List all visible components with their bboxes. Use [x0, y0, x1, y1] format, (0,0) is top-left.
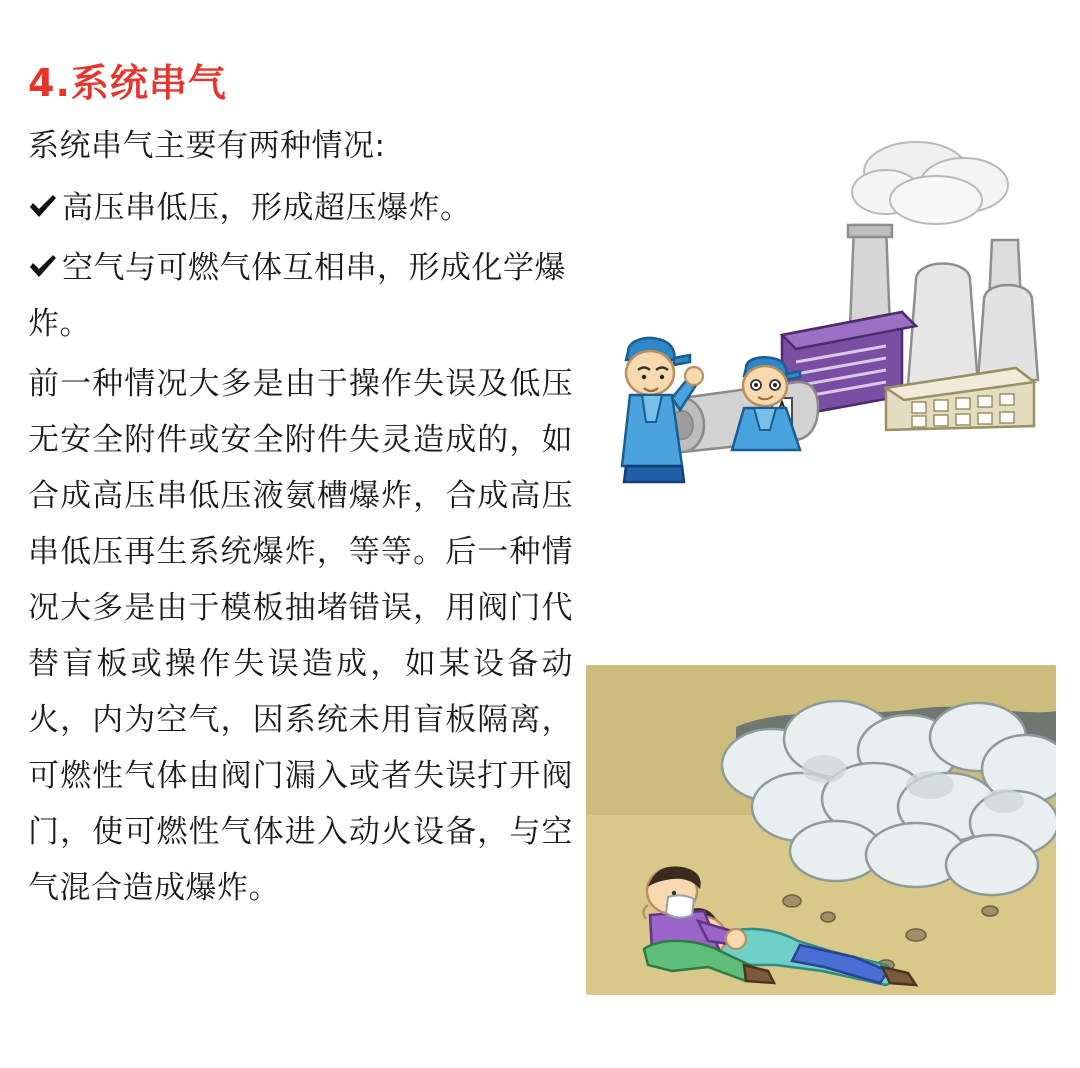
- bullet-item: [28, 180, 573, 236]
- page-title: 4.系统串气: [28, 61, 227, 105]
- intro-paragraph: 系统串气主要有两种情况:: [28, 128, 386, 164]
- bullet-text: 高压串低压，形成超压爆炸。: [62, 190, 472, 226]
- article-text: [28, 118, 573, 922]
- bullet-text: 空气与可燃气体互相串，形成化学爆炸。: [28, 250, 566, 342]
- check-icon: [28, 254, 62, 280]
- factory-workers-illustration: [586, 130, 1056, 490]
- check-icon: [28, 194, 62, 220]
- gas-leak-rescue-illustration: [586, 665, 1056, 995]
- smoke-cloud: [852, 142, 1008, 224]
- bullet-item: [28, 240, 573, 352]
- body-paragraph: 前一种情况大多是由于操作失误及低压无安全附件或安全附件失灵造成的，如合成高压串低压液氨槽爆炸，合成高压串低压再生系统爆炸，等等。后一种情况大多是由于模板抽堵错误，用阀门代替盲板或操作失误造成，如某设备动火，内为空气，因系统未用盲板隔离，可燃性气体由阀门漏入或者失误打开阀门，使可燃性气体进入动火设备，与空气混合造成爆炸。: [28, 366, 573, 906]
